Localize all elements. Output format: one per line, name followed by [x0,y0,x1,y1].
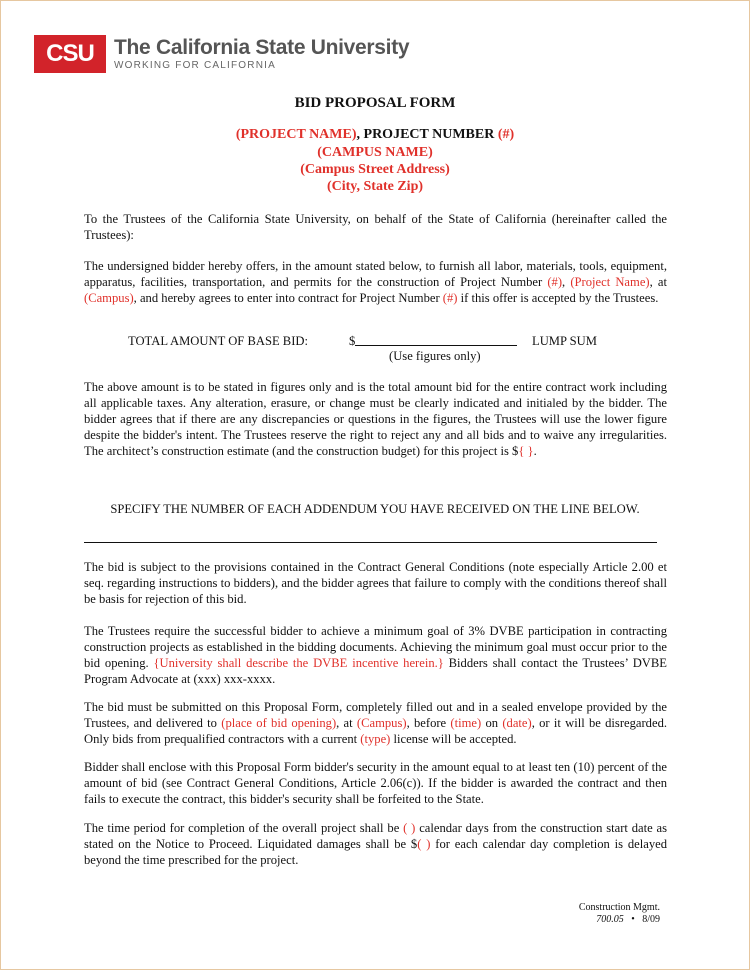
campus-field: (Campus) [84,291,134,305]
trustees-salutation: To the Trustees of the California State University, on behalf of the State of California (hereinafter called the Trustees): [84,212,667,242]
project-name-placeholder: (PROJECT NAME) [235,127,357,142]
dvbe-incentive-placeholder: {University shall describe the DVBE incentive herein.} [153,656,444,670]
project-header-line [0,127,750,143]
completion-paragraph: The time period for completion of the overall project shall be ( ) calendar days from the construction start date as stated on the Notice to Proceed. Liquidated damages shall be $( ) for each calendar day completion is delayed beyond the time prescribed for the project. [84,821,668,867]
security-paragraph: Bidder shall enclose with this Proposal Form bidder's security in the amount equal to at least ten (10) percent of the amount of bid (see Contract General Conditions, Article 2.06(c)). If the bidder is awarded the contract and then fails to execute the contract, this bidder's security shall be forfeited to the State. [84,760,667,806]
base-bid-blank[interactable] [355,334,517,346]
addendum-line[interactable] [84,542,657,543]
base-bid-amount[interactable]: $ [349,334,355,349]
logo-text [114,37,409,72]
conditions-paragraph: The bid is subject to the provisions contained in the Contract General Conditions (note especially Article 2.00 et seq. regarding instructions to bidders), and the bidder agrees that failure to comply with the conditions thereof shall be basis for rejection of this bid. [84,560,667,606]
construction-estimate-field: { } [518,444,534,458]
form-title: BID PROPOSAL FORM [294,95,456,111]
offer-paragraph: The undersigned bidder hereby offers, in the amount stated below, to furnish all labor, materials, tools, equipment, apparatus, facilities, transportation, and permits for the construction of Project Number (#), (Project Name), at (Campus), and hereby agrees to enter into contract for Project Number (#) if this offer is accepted by the Trustees. [84,259,667,305]
campus-city-placeholder: (City, State Zip) [326,179,424,194]
time-field: (time) [450,716,482,730]
project-number-field: (#) [547,275,563,289]
csu-logo-mark: CSU [34,35,106,73]
bid-terms-paragraph: The above amount is to be stated in figures only and is the total amount bid for the entire contract work including all applicable taxes. Any alteration, erasure, or change must be clearly indicated and initialed by the bidder. The bidder agrees that if there are any discrepancies or questions in the figures, the Trustees will use the lower figure despite the bidder's intent. The Trustees reserve the right to reject any and all bids and to waive any irregularities. The architect’s construction estimate (and the construction budget) for this project is ${ }. [84,380,667,458]
calendar-days-field: ( ) [403,821,416,835]
project-number-placeholder: (#) [497,127,515,142]
campus-name-placeholder: (CAMPUS NAME) [317,145,433,160]
addendum-instruction: SPECIFY THE NUMBER OF EACH ADDENDUM YOU HAVE RECEIVED ON THE LINE BELOW. [110,502,640,516]
submission-paragraph: The bid must be submitted on this Proposal Form, completely filled out and in a sealed envelope provided by the Trustees, and delivered to (place of bid opening), at (Campus), before (time) on (date), or it will be disregarded. Only bids from prequalified contractors with a current (type) license will be accepted. [84,700,668,746]
university-tagline: WORKING FOR CALIFORNIA [114,59,276,71]
campus-street-placeholder: (Campus Street Address) [300,162,450,177]
figures-note: (Use figures only) [389,349,481,363]
project-number-label: , PROJECT NUMBER [356,127,498,142]
bid-opening-place-field: (place of bid opening) [221,716,337,730]
project-number-field-2: (#) [442,291,458,305]
date-field: (date) [502,716,532,730]
footer-dept: Construction Mgmt. [578,902,660,913]
footer-reference [579,902,660,926]
liquidated-damages-field: ( ) [417,837,431,851]
csu-logo [34,34,409,74]
university-name: The California State University [114,35,410,59]
license-type-field: (type) [360,732,391,746]
campus-field-2: (Campus) [356,716,407,730]
base-bid-label: TOTAL AMOUNT OF BASE BID: [128,334,308,348]
project-name-field: (Project Name) [570,275,650,289]
lump-sum-label: LUMP SUM [532,334,597,348]
footer-code: 700.05 • 8/09 [596,914,660,925]
dvbe-paragraph: The Trustees require the successful bidder to achieve a minimum goal of 3% DVBE participation in contracting construction projects as established in the bidding documents. Achieving the minimum goal must occur prior to the bid opening. {University shall describe the DVBE incentive herein.} Bidders shall contact the Trustees’ DVBE Program Advocate at (xxx) xxx-xxxx. [84,624,667,686]
